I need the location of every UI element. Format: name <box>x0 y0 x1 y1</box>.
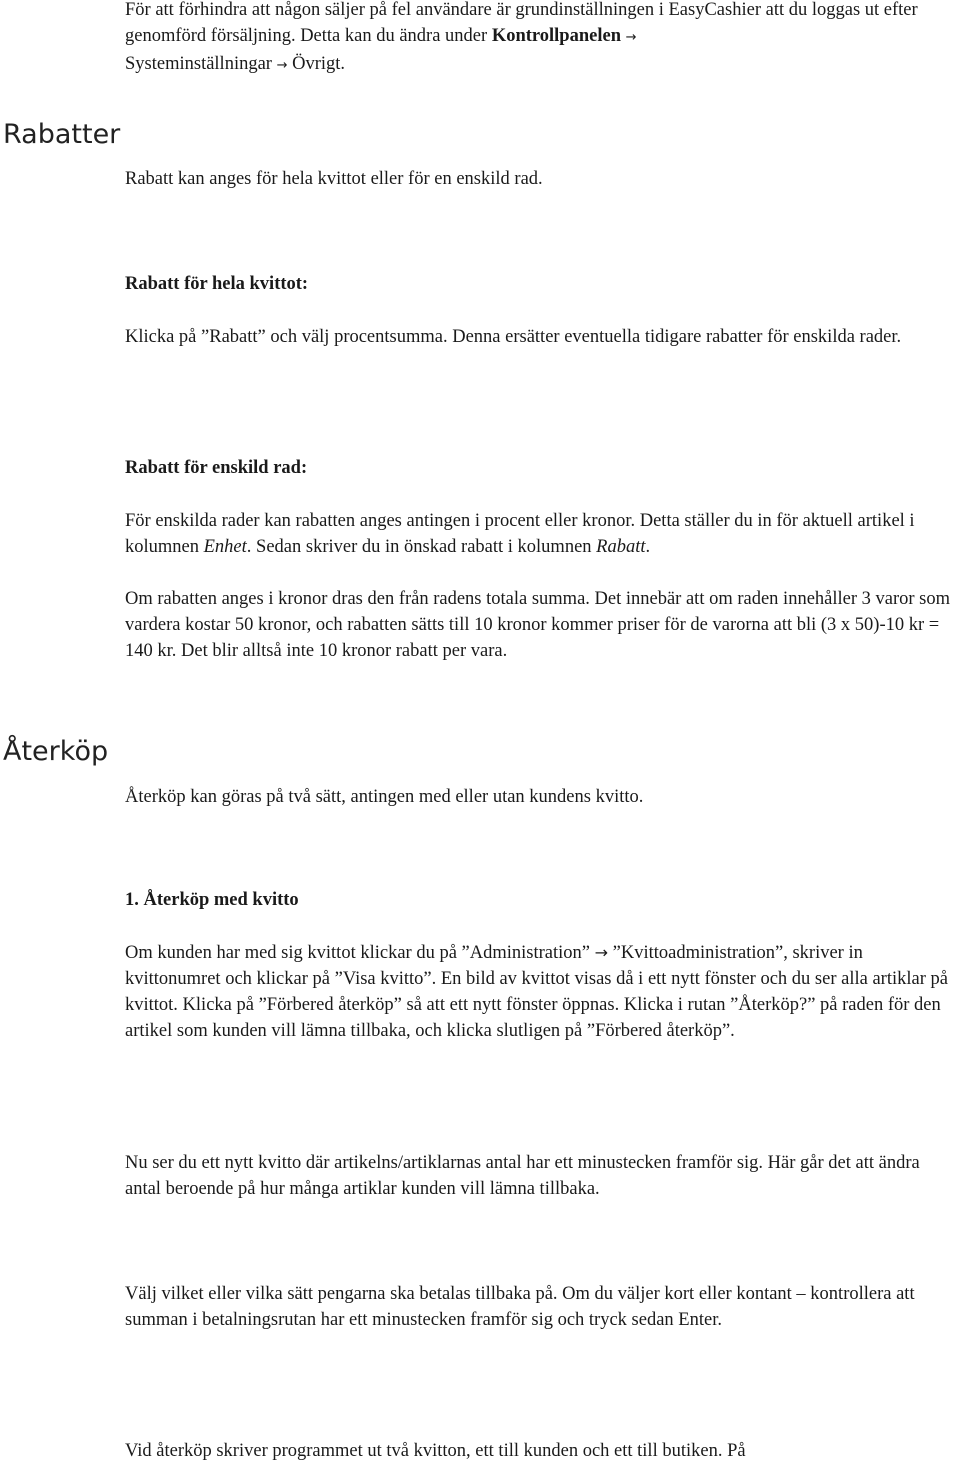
enskild-text-c: . <box>645 537 651 557</box>
control-panel-link-text: Kontrollpanelen <box>491 26 621 46</box>
intro-paragraph <box>125 0 960 79</box>
section-heading-aterkop: Återköp <box>3 736 109 767</box>
enskild-text-a: För enskilda rader kan rabatten anges antingen i procent eller kronor. Detta ställer du in för aktuell artikel i kolumnen <box>125 511 915 557</box>
enskild-text-b: . Sedan skriver du in önskad rabatt i kolumnen <box>246 537 597 557</box>
med-kvitto-paragraph-1 <box>125 940 960 1044</box>
rabatter-intro: Rabatt kan anges för hela kvittot eller för en enskild rad. <box>125 169 543 189</box>
intro-text: För att förhindra att någon säljer på fel användare är grundinställningen i EasyCashier att du loggas ut efter genomförd försäljning. Detta kan du ändra under <box>125 0 918 46</box>
settings-path-2: Övrigt. <box>292 54 346 74</box>
arrow-right-icon: → <box>276 58 288 73</box>
hela-kvittot-text: Klicka på ”Rabatt” och välj procentsumma. Denna ersätter eventuella tidigare rabatter för enskilda rader. <box>125 327 902 347</box>
section-heading-rabatter: Rabatter <box>3 119 121 150</box>
arrow-right-icon: → <box>594 943 609 962</box>
column-rabatt: Rabatt <box>596 537 646 557</box>
arrow-right-icon: → <box>625 30 637 45</box>
subheading-enskild-rad: Rabatt för enskild rad: <box>125 458 308 478</box>
med-kvitto-paragraph-4: Vid återköp skriver programmet ut två kvitton, ett till kunden och ett till butiken. På <box>125 1441 746 1461</box>
med-kvitto-paragraph-2: Nu ser du ett nytt kvitto där artikelns/artiklarnas antal har ett minustecken framför sig. Här går det att ändra antal beroende på hur många artiklar kunden vill lämna tillbaka. <box>125 1153 920 1199</box>
aterkop-intro: Återköp kan göras på två sätt, antingen med eller utan kundens kvitto. <box>125 787 644 807</box>
enskild-rad-paragraph-2: Om rabatten anges i kronor dras den från radens totala summa. Det innebär att om raden innehåller 3 varor som vardera kostar 50 kronor, och rabatten sätts till 10 kronor kommer priser för de varorna att bli (3 x 50)-10 kr = 140 kr. Det blir alltså inte 10 kronor rabatt per vara. <box>125 589 951 661</box>
enskild-rad-paragraph-1 <box>125 508 960 560</box>
med-kvitto-text-b: ”Kvittoadministration”, skriver in kvittonumret och klickar på ”Visa kvitto”. En bild av kvittot visas då i ett nytt fönster och du ser alla artiklar på kvittot. Klicka på ”Förbered återköp” så att ett nytt fönster öppnas. Klicka i rutan ”Återköp?” på raden för den artikel som kunden vill lämna tillbaka, och klicka slutligen på ”Förbered återköp”. <box>125 943 948 1041</box>
med-kvitto-paragraph-3: Välj vilket eller vilka sätt pengarna ska betalas tillbaka på. Om du väljer kort eller kontant – kontrollera att summan i betalningsrutan har ett minustecken framför sig och tryck sedan Enter. <box>125 1284 915 1330</box>
med-kvitto-text-a: Om kunden har med sig kvittot klickar du på ”Administration” <box>125 943 595 963</box>
settings-path-1: Systeminställningar <box>125 54 272 74</box>
subheading-hela-kvittot: Rabatt för hela kvittot: <box>125 274 309 294</box>
subheading-aterkop-med-kvitto: 1. Återköp med kvitto <box>125 890 299 910</box>
column-enhet: Enhet <box>203 537 247 557</box>
